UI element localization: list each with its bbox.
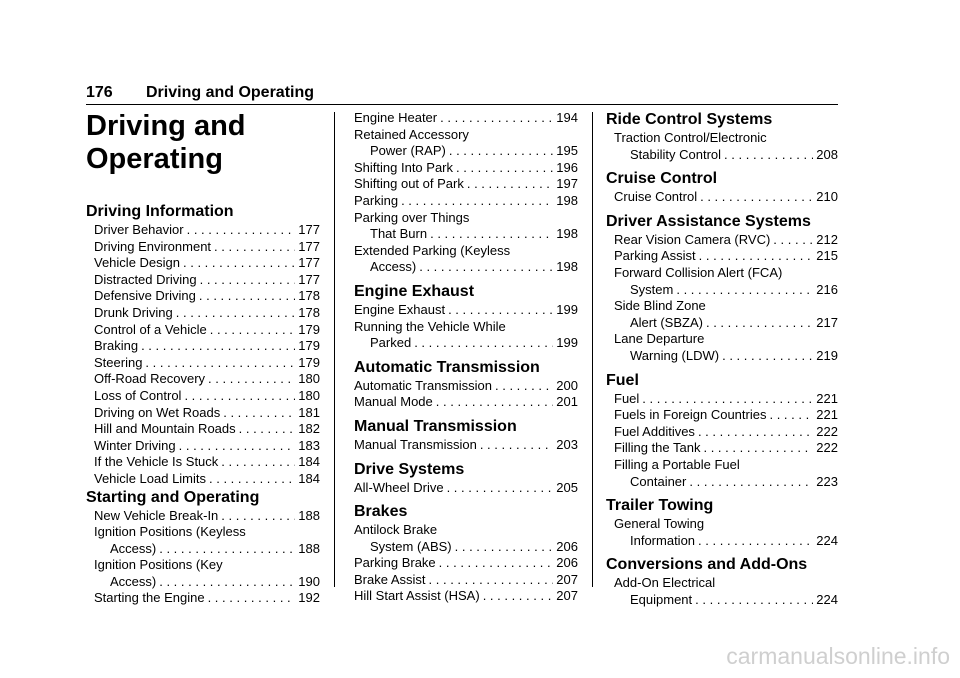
running-title: Driving and Operating — [146, 84, 315, 101]
toc-entry-text: Retained Accessory — [354, 126, 469, 142]
dot-leader — [223, 405, 295, 422]
toc-entry-text: Filling the Tank — [614, 440, 701, 456]
toc-entry-text: Driving Environment — [94, 238, 212, 254]
toc-page-number: 201 — [556, 394, 578, 410]
toc-page-number: 178 — [298, 288, 320, 304]
toc-entry-text: Running the Vehicle While — [354, 318, 506, 334]
dot-leader — [483, 588, 554, 605]
toc-page-number: 223 — [816, 473, 838, 489]
dot-leader — [773, 232, 813, 249]
toc-page-number: 188 — [298, 507, 320, 523]
toc-entry[interactable] — [606, 575, 838, 608]
toc-page-number: 217 — [816, 314, 838, 330]
toc-entry[interactable] — [86, 388, 320, 405]
toc-entry-text: Parking Brake — [354, 555, 436, 571]
toc-entry-text: System — [630, 281, 674, 297]
toc-page-number: 190 — [298, 573, 320, 589]
dot-leader — [430, 226, 553, 243]
dot-leader — [447, 480, 554, 497]
dot-leader — [449, 143, 553, 160]
toc-entry-text: All-Wheel Drive — [354, 479, 444, 495]
dot-leader — [179, 438, 296, 455]
toc-page-number: 196 — [556, 159, 578, 175]
toc-list — [606, 232, 838, 365]
dot-leader — [221, 454, 295, 471]
toc-page-number: 208 — [816, 146, 838, 162]
dot-leader — [208, 590, 296, 607]
toc-entry-text: Winter Driving — [94, 437, 176, 453]
toc-column-3 — [606, 110, 838, 608]
toc-list — [354, 302, 578, 352]
toc-page-number: 207 — [556, 571, 578, 587]
toc-page-number: 205 — [556, 479, 578, 495]
dot-leader — [700, 189, 813, 206]
toc-entry[interactable] — [354, 480, 578, 497]
dot-leader — [699, 248, 814, 265]
toc-entry-text: General Towing — [614, 516, 705, 532]
dot-leader — [698, 533, 813, 550]
toc-entry[interactable] — [354, 243, 578, 276]
toc-entry-text: Lane Departure — [614, 331, 705, 347]
toc-list — [354, 480, 578, 497]
dot-leader — [676, 282, 813, 299]
toc-entry-text: Fuel — [614, 390, 640, 406]
toc-page-number: 177 — [298, 238, 320, 254]
toc-entry[interactable] — [86, 305, 320, 322]
dot-leader — [695, 592, 813, 609]
toc-entry[interactable] — [354, 555, 578, 572]
toc-entry-text: Side Blind Zone — [614, 298, 706, 314]
toc-entry[interactable] — [354, 319, 578, 352]
toc-list — [606, 130, 838, 163]
dot-leader — [176, 305, 296, 322]
toc-page-number: 183 — [298, 437, 320, 453]
toc-entry-text: Stability Control — [630, 146, 722, 162]
toc-entry-text: New Vehicle Break-In — [94, 507, 219, 523]
dot-leader — [208, 371, 295, 388]
toc-entry[interactable] — [86, 239, 320, 256]
toc-entry-text: System (ABS) — [370, 538, 452, 554]
dot-leader — [769, 407, 813, 424]
dot-leader — [200, 272, 296, 289]
toc-page-number: 206 — [556, 555, 578, 571]
toc-entry[interactable] — [354, 160, 578, 177]
toc-entry-text: Distracted Driving — [94, 271, 197, 287]
toc-entry[interactable] — [86, 405, 320, 422]
toc-page-number: 184 — [298, 470, 320, 486]
dot-leader — [159, 574, 295, 591]
section-heading[interactable]: Fuel — [606, 371, 639, 389]
toc-page-number: 215 — [816, 248, 838, 264]
toc-entry-text: That Burn — [370, 226, 428, 242]
toc-entry-text: Fuel Additives — [614, 423, 695, 439]
toc-page-number: 181 — [298, 404, 320, 420]
toc-entry-text: Shifting Into Park — [354, 159, 453, 175]
toc-entry[interactable] — [86, 322, 320, 339]
toc-entry[interactable] — [354, 193, 578, 210]
toc-entry[interactable] — [86, 272, 320, 289]
toc-entry[interactable] — [606, 440, 838, 457]
dot-leader — [436, 394, 554, 411]
dot-leader — [184, 388, 295, 405]
toc-page-number: 199 — [556, 301, 578, 317]
toc-entry[interactable] — [354, 588, 578, 605]
toc-page-number: 210 — [816, 189, 838, 205]
toc-entry-text: Filling a Portable Fuel — [614, 456, 740, 472]
section-heading[interactable]: Automatic Transmission — [354, 358, 540, 376]
toc-entry-text: Loss of Control — [94, 387, 182, 403]
toc-entry[interactable] — [86, 524, 320, 557]
toc-list — [354, 110, 578, 276]
toc-list — [354, 378, 578, 411]
toc-entry[interactable] — [354, 176, 578, 193]
toc-column-1 — [86, 110, 320, 607]
dot-leader — [187, 222, 296, 239]
section-heading[interactable]: Brakes — [354, 503, 408, 521]
toc-entry-text: Power (RAP) — [370, 143, 446, 159]
toc-entry-text: Warning (LDW) — [630, 347, 720, 363]
toc-page-number: 188 — [298, 540, 320, 556]
dot-leader — [419, 259, 553, 276]
dot-leader — [706, 315, 813, 332]
toc-entry-text: Driving on Wet Roads — [94, 404, 221, 420]
toc-entry[interactable] — [354, 394, 578, 411]
watermark: carmanualsonline.info — [726, 643, 950, 669]
toc-entry-text: Hill and Mountain Roads — [94, 421, 236, 437]
dot-leader — [495, 378, 553, 395]
toc-entry-text: Control of a Vehicle — [94, 321, 207, 337]
toc-page-number: 179 — [298, 338, 320, 354]
toc-page-number: 207 — [556, 588, 578, 604]
toc-page-number: 224 — [816, 591, 838, 607]
toc-page-number: 180 — [298, 387, 320, 403]
dot-leader — [480, 437, 553, 454]
toc-page-number: 222 — [816, 423, 838, 439]
toc-entry-text: Engine Heater — [354, 110, 438, 125]
toc-page-number: 200 — [556, 377, 578, 393]
toc-entry[interactable] — [354, 302, 578, 319]
toc-entry[interactable] — [606, 391, 838, 408]
toc-page-number: 221 — [816, 390, 838, 406]
column-divider — [592, 112, 593, 587]
toc-entry[interactable] — [606, 331, 838, 364]
toc-page-number: 198 — [556, 226, 578, 242]
section-heading[interactable]: Ride Control Systems — [606, 111, 773, 128]
toc-entry-text: Parking Assist — [614, 248, 696, 264]
toc-entry-text: Off-Road Recovery — [94, 371, 206, 387]
toc-page-number: 198 — [556, 259, 578, 275]
dot-leader — [414, 335, 553, 352]
toc-page-number: 195 — [556, 143, 578, 159]
dot-leader — [722, 348, 813, 365]
dot-leader — [183, 255, 295, 272]
section-heading[interactable]: Trailer Towing — [606, 497, 714, 515]
toc-entry-text: Ignition Positions (Key — [94, 557, 223, 573]
dot-leader — [467, 176, 553, 193]
section-heading[interactable]: Manual Transmission — [354, 417, 517, 435]
toc-page-number: 219 — [816, 347, 838, 363]
toc-entry-text: Access) — [370, 259, 417, 275]
toc-page-number: 224 — [816, 532, 838, 548]
dot-leader — [440, 110, 553, 127]
toc-entry[interactable] — [606, 189, 838, 206]
toc-entry-text: Fuels in Foreign Countries — [614, 407, 767, 423]
toc-entry[interactable] — [86, 371, 320, 388]
toc-entry[interactable] — [86, 355, 320, 372]
toc-entry-text: Manual Mode — [354, 394, 433, 410]
toc-entry[interactable] — [606, 298, 838, 331]
toc-entry-text: Steering — [94, 354, 143, 370]
toc-page-number: 197 — [556, 176, 578, 192]
toc-entry-text: Vehicle Design — [94, 255, 180, 271]
toc-page-number: 184 — [298, 454, 320, 470]
toc-page-number: 222 — [816, 440, 838, 456]
toc-list — [86, 222, 320, 488]
toc-page-number: 216 — [816, 281, 838, 297]
toc-entry[interactable] — [86, 255, 320, 272]
dot-leader — [703, 440, 813, 457]
dot-leader — [689, 474, 813, 491]
toc-entry[interactable] — [606, 265, 838, 298]
toc-entry-text: Brake Assist — [354, 571, 426, 587]
column-divider — [334, 112, 335, 587]
toc-entry[interactable] — [86, 590, 320, 607]
dot-leader — [724, 147, 813, 164]
toc-page-number: 178 — [298, 304, 320, 320]
dot-leader — [456, 160, 553, 177]
toc-entry-text: Access) — [110, 573, 157, 589]
toc-entry-text: Starting the Engine — [94, 590, 205, 606]
section-heading[interactable]: Driving Information — [86, 203, 234, 220]
chapter-title-line: Operating — [86, 143, 223, 175]
toc-entry[interactable] — [606, 232, 838, 249]
dot-leader — [209, 471, 295, 488]
toc-page-number: 212 — [816, 231, 838, 247]
toc-page-number: 194 — [556, 110, 578, 125]
toc-page-number: 179 — [298, 354, 320, 370]
toc-entry-text: Driver Behavior — [94, 222, 184, 237]
section-heading[interactable]: Driver Assistance Systems — [606, 212, 811, 230]
toc-entry-text: Information — [630, 532, 696, 548]
toc-entry[interactable] — [86, 438, 320, 455]
toc-entry-text: If the Vehicle Is Stuck — [94, 454, 219, 470]
toc-entry-text: Ignition Positions (Keyless — [94, 524, 246, 540]
toc-entry[interactable] — [354, 437, 578, 454]
toc-entry[interactable] — [354, 378, 578, 395]
toc-page-number: 203 — [556, 436, 578, 452]
toc-entry-text: Access) — [110, 540, 157, 556]
toc-list — [354, 522, 578, 605]
toc-entry-text: Rear Vision Camera (RVC) — [614, 231, 771, 247]
page-number: 176 — [86, 84, 113, 101]
dot-leader — [455, 539, 554, 556]
toc-list — [606, 189, 838, 206]
toc-entry-text: Manual Transmission — [354, 436, 477, 452]
toc-entry[interactable] — [86, 421, 320, 438]
toc-entry[interactable] — [354, 572, 578, 589]
toc-entry[interactable] — [354, 210, 578, 243]
toc-page-number: 206 — [556, 538, 578, 554]
toc-entry[interactable] — [86, 454, 320, 471]
toc-list — [606, 391, 838, 491]
toc-page-number: 198 — [556, 192, 578, 208]
toc-entry[interactable] — [354, 110, 578, 127]
toc-entry-text: Automatic Transmission — [354, 377, 492, 393]
dot-leader — [159, 541, 295, 558]
toc-entry[interactable] — [86, 508, 320, 525]
toc-entry[interactable] — [86, 471, 320, 488]
toc-entry-text: Cruise Control — [614, 189, 698, 205]
toc-page-number: 192 — [298, 590, 320, 606]
toc-entry-text: Parking over Things — [354, 209, 470, 225]
toc-entry-text: Parked — [370, 335, 412, 351]
toc-page-number: 177 — [298, 255, 320, 271]
toc-entry[interactable] — [86, 338, 320, 355]
toc-page-number: 177 — [298, 222, 320, 237]
dot-leader — [239, 421, 296, 438]
page-header — [86, 84, 838, 105]
dot-leader — [429, 572, 554, 589]
toc-entry-text: Antilock Brake — [354, 522, 438, 538]
toc-list — [606, 575, 838, 608]
dot-leader — [698, 424, 813, 441]
dot-leader — [214, 239, 295, 256]
dot-leader — [642, 391, 813, 408]
toc-entry-text: Extended Parking (Keyless — [354, 242, 511, 258]
section-heading[interactable]: Cruise Control — [606, 170, 718, 188]
toc-list — [606, 516, 838, 549]
toc-entry-text: Add-On Electrical — [614, 575, 716, 591]
toc-entry[interactable] — [606, 248, 838, 265]
toc-page-number: 179 — [298, 321, 320, 337]
toc-entry[interactable] — [606, 130, 838, 163]
section-heading[interactable]: Drive Systems — [354, 460, 465, 478]
toc-page-number: 221 — [816, 407, 838, 423]
chapter-title — [86, 110, 320, 176]
toc-page-number: 177 — [298, 271, 320, 287]
toc-list — [86, 508, 320, 608]
toc-entry-text: Container — [630, 473, 687, 489]
toc-page-number: 199 — [556, 335, 578, 351]
toc-entry-text: Traction Control/Electronic — [614, 130, 767, 145]
toc-entry-text: Vehicle Load Limits — [94, 470, 207, 486]
toc-entry-text: Shifting out of Park — [354, 176, 464, 192]
toc-entry-text: Defensive Driving — [94, 288, 196, 304]
toc-entry-text: Alert (SBZA) — [630, 314, 703, 330]
toc-entry[interactable] — [86, 288, 320, 305]
dot-leader — [145, 355, 295, 372]
toc-entry-text: Drunk Driving — [94, 304, 173, 320]
toc-column-2 — [354, 110, 578, 605]
toc-entry-text: Forward Collision Alert (FCA) — [614, 264, 783, 280]
toc-list — [354, 437, 578, 454]
toc-entry-text: Engine Exhaust — [354, 301, 446, 317]
section-heading[interactable]: Starting and Operating — [86, 488, 260, 506]
toc-entry[interactable] — [606, 457, 838, 490]
toc-entry[interactable] — [86, 222, 320, 239]
dot-leader — [210, 322, 296, 339]
dot-leader — [448, 302, 553, 319]
toc-entry[interactable] — [606, 424, 838, 441]
toc-page-number: 180 — [298, 371, 320, 387]
dot-leader — [141, 338, 295, 355]
toc-entry-text: Braking — [94, 338, 139, 354]
toc-entry[interactable] — [606, 407, 838, 424]
toc-entry[interactable] — [354, 127, 578, 160]
dot-leader — [439, 555, 554, 572]
toc-entry-text: Hill Start Assist (HSA) — [354, 588, 480, 604]
dot-leader — [199, 288, 295, 305]
toc-entry-text: Parking — [354, 192, 399, 208]
toc-entry[interactable] — [86, 557, 320, 590]
toc-entry[interactable] — [354, 522, 578, 555]
section-heading[interactable]: Engine Exhaust — [354, 282, 475, 300]
dot-leader — [221, 508, 295, 525]
toc-entry-text: Equipment — [630, 591, 693, 607]
toc-entry[interactable] — [606, 516, 838, 549]
chapter-title-line: Driving and — [86, 110, 246, 142]
section-heading[interactable]: Conversions and Add-Ons — [606, 556, 808, 574]
dot-leader — [401, 193, 553, 210]
toc-page-number: 182 — [298, 421, 320, 437]
